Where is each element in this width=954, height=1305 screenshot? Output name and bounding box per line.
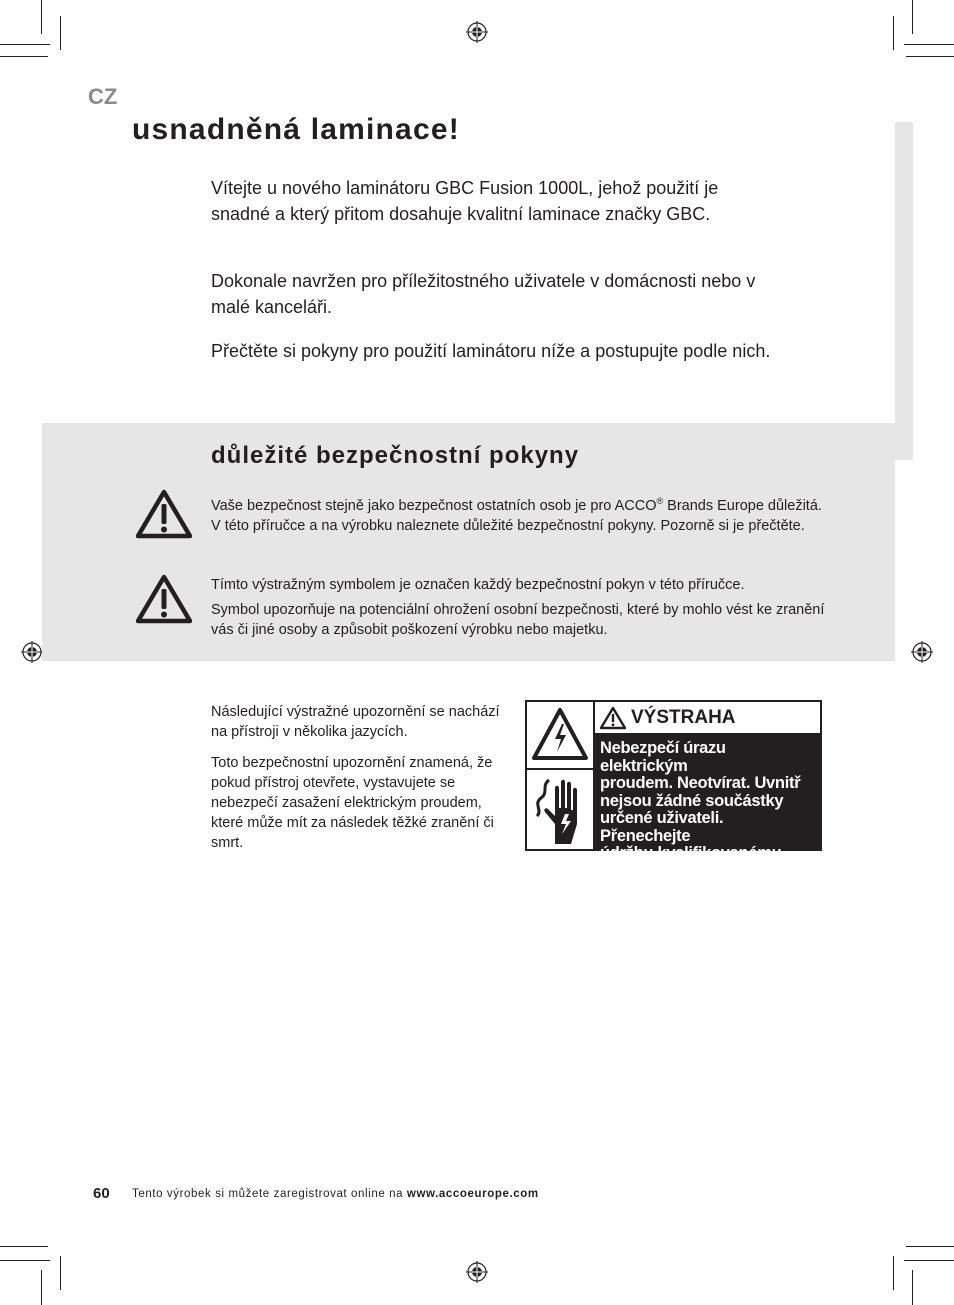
safety-text-part: Brands Europe důležitá. V této příručce a na výrobku naleznete důležité bezpečnostní pokyny. Pozorně si je přečtěte. — [211, 497, 822, 534]
crop-mark — [60, 16, 61, 50]
registration-mark-icon — [21, 641, 43, 663]
safety-paragraph — [211, 491, 831, 536]
registered-mark: ® — [656, 496, 664, 506]
crop-mark — [904, 1260, 954, 1261]
safety-text-part: Vaše bezpečnost stejně jako bezpečnost ostatních osob je pro ACCO — [211, 497, 657, 514]
label-line: proudem. Neotvírat. Uvnitř — [600, 774, 801, 792]
crop-mark — [912, 0, 913, 34]
crop-mark — [906, 56, 954, 57]
label-body — [595, 735, 820, 880]
safety-paragraph: Symbol upozorňuje na potenciální ohrožení osobní bezpečnosti, které by mohlo vést ke zranění vás či jiné osoby a způsobit poškození výrobku nebo majetku. — [211, 602, 825, 638]
crop-mark — [0, 1246, 48, 1247]
crop-mark — [60, 1256, 61, 1290]
label-divider — [527, 768, 593, 770]
label-line: servisnímu personálu. — [600, 861, 769, 880]
page-number: 60 — [93, 1185, 110, 1202]
footer-text — [132, 1188, 539, 1200]
warning-triangle-icon — [136, 489, 192, 539]
crop-mark — [904, 44, 954, 45]
crop-mark — [912, 1270, 913, 1305]
crop-mark — [893, 1256, 894, 1290]
label-line: nejsou žádné součástky — [600, 791, 784, 810]
warning-label — [525, 700, 822, 880]
crop-mark — [41, 1270, 42, 1305]
label-header-text: VÝSTRAHA — [631, 706, 736, 728]
crop-mark — [0, 56, 48, 57]
registration-mark-icon — [466, 21, 488, 43]
side-tab — [895, 122, 913, 460]
crop-mark — [0, 44, 50, 45]
notice-paragraph: Toto bezpečnostní upozornění znamená, že pokud přístroj otevřete, vystavujete se nebezpečí zasažení elektrickým proudem, které může mít za následek těžké zranění či smrt. — [211, 755, 494, 851]
footer-url-link[interactable]: www.accoeurope.com — [406, 1188, 539, 1200]
crop-mark — [906, 1246, 954, 1247]
safety-title: důležité bezpečnostní pokyny — [211, 442, 580, 469]
registration-mark-icon — [911, 641, 933, 663]
label-header — [595, 702, 820, 735]
label-icon-column — [527, 702, 595, 849]
label-line: Nebezpečí úrazu elektrickým — [600, 739, 726, 775]
registration-mark-icon — [466, 1261, 488, 1283]
page-title: usnadněná laminace! — [132, 113, 460, 146]
crop-mark — [0, 1260, 50, 1261]
high-voltage-icon — [531, 706, 589, 762]
intro-paragraph: Přečtěte si pokyny pro použití laminátoru níže a postupujte podle nich. — [211, 341, 771, 361]
label-line: určené uživateli. Přenechejte — [600, 809, 724, 845]
warning-triangle-icon — [136, 574, 192, 624]
electric-shock-hand-icon — [535, 774, 589, 846]
crop-mark — [41, 0, 42, 34]
footer-text-part: Tento výrobek si můžete zaregistrovat online na — [132, 1188, 407, 1200]
notice-paragraph: Následující výstražné upozornění se nachází na přístroji v několika jazycích. — [211, 704, 500, 740]
label-line: údržbu kvalifikovanému — [600, 844, 782, 862]
language-code: CZ — [88, 84, 118, 109]
warning-triangle-icon — [599, 706, 627, 730]
crop-mark — [893, 16, 894, 50]
intro-paragraph: Vítejte u nového laminátoru GBC Fusion 1000L, jehož použití je snadné a který přitom dosahuje kvalitní laminace značky GBC. — [211, 178, 719, 224]
safety-paragraph: Tímto výstražným symbolem je označen každý bezpečnostní pokyn v této příručce. — [211, 577, 745, 593]
intro-paragraph: Dokonale navržen pro příležitostného uživatele v domácnosti nebo v malé kanceláři. — [211, 271, 756, 317]
